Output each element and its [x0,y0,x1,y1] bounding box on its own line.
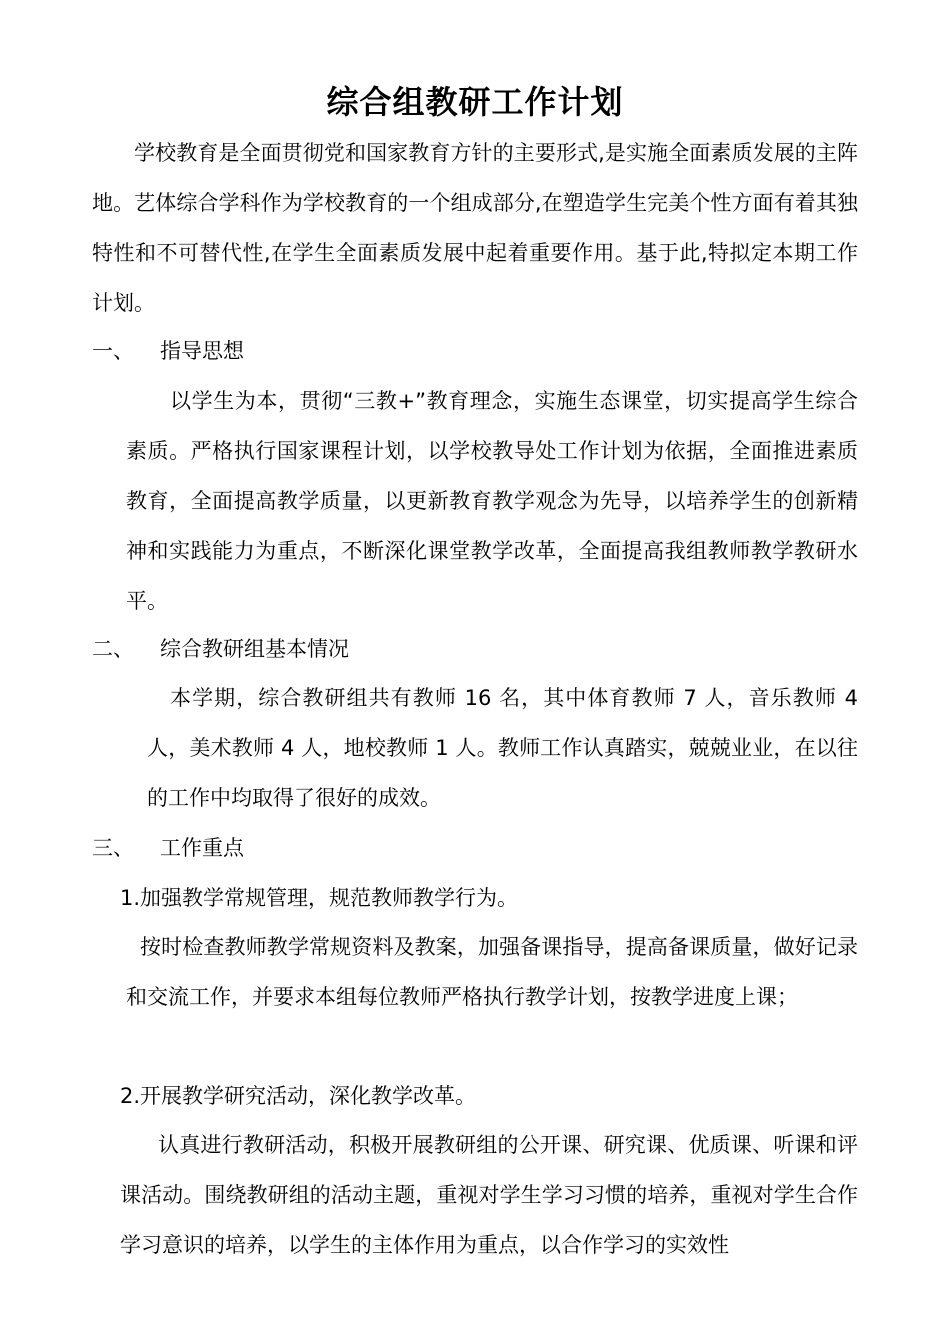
section-heading-1 [92,326,244,376]
intro-paragraph: 学校教育是全面贯彻党和国家教育方针的主要形式,是实施全面素质发展的主阵地。艺体综合学科作为学校教育的一个组成部分,在塑造学生完美个性方面有着其独特性和不可替代性,在学生全面素质发展中起着重要作用。基于此,特拟定本期工作计划。 [92,141,858,315]
document-title: 综合组教研工作计划 [326,83,624,121]
section-number: 一、 [92,339,134,363]
section-title: 工作重点 [160,836,244,860]
item-heading-2: 2.开展教学研究活动，深化教学改革。 [120,1084,477,1108]
section-title: 综合教研组基本情况 [160,637,349,661]
item-heading-1: 1.加强教学常规管理，规范教师教学行为。 [120,886,519,910]
item-body-1: 按时检查教师教学常规资料及教案，加强备课指导，提高备课质量，做好记录和交流工作，并要求本组每位教师严格执行教学计划，按教学进度上课； [126,935,858,1009]
item-body-2: 认真进行教研活动，积极开展教研组的公开课、研究课、优质课、听课和评课活动。围绕教研组的活动主题，重视对学生学习习惯的培养，重视对学生合作学习意识的培养，以学生的主体作用为重点，以合作学习的实效性 [120,1133,858,1257]
section-body-2: 本学期，综合教研组共有教师 16 名，其中体育教师 7 人，音乐教师 4 人，美术教师 4 人，地校教师 1 人。教师工作认真踏实，兢兢业业，在以往的工作中均取得了很好的成效。 [147,686,858,810]
section-number: 三、 [92,836,134,860]
section-title: 指导思想 [160,339,244,363]
section-heading-3 [92,823,244,873]
section-number: 二、 [92,637,134,661]
section-body-1: 以学生为本，贯彻“三教+”教育理念，实施生态课堂，切实提高学生综合素质。严格执行国家课程计划，以学校教导处工作计划为依据，全面推进素质教育，全面提高教学质量，以更新教育教学观念为先导，以培养学生的创新精神和实践能力为重点，不断深化课堂教学改革，全面提高我组教师教学教研水平。 [126,389,858,613]
section-heading-2 [92,624,349,674]
